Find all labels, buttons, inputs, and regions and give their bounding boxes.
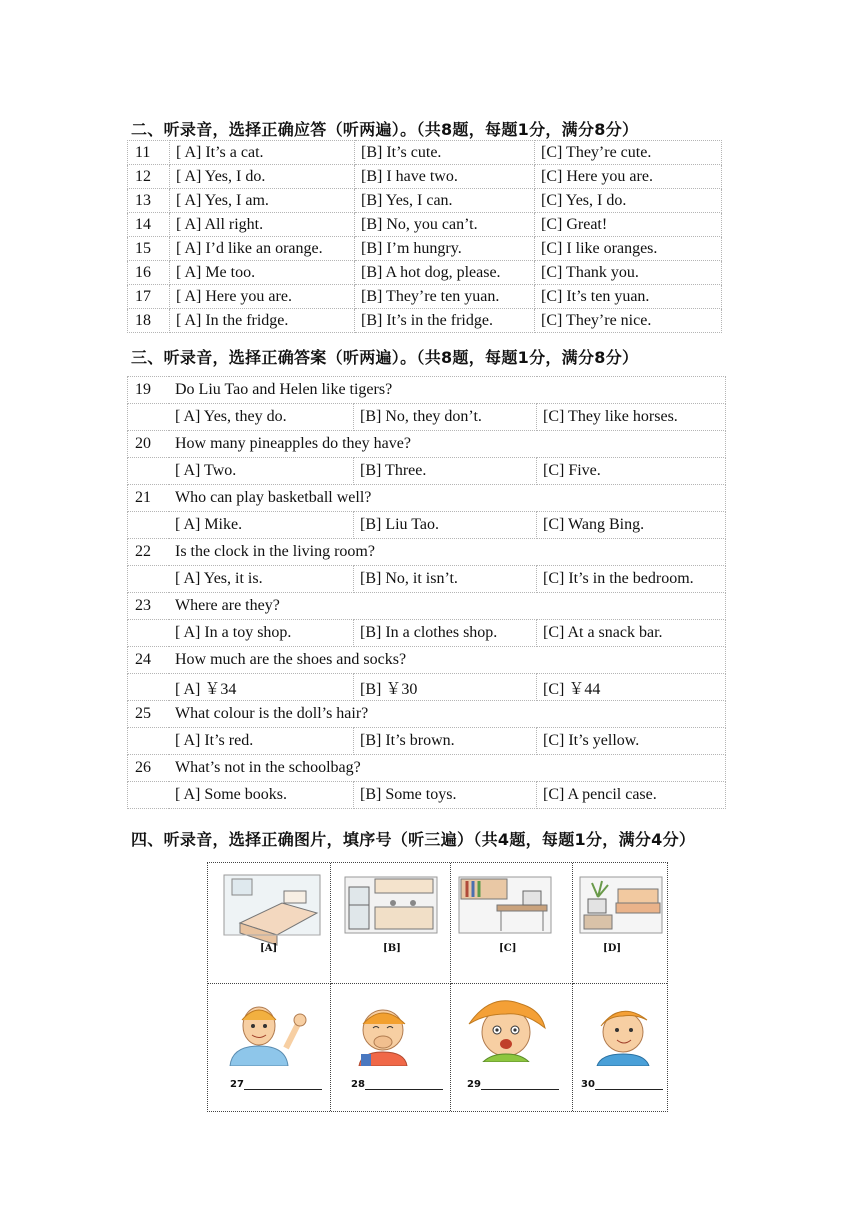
question-number: 12 bbox=[128, 165, 170, 189]
boy-smiling-picture bbox=[581, 1002, 661, 1066]
section4-heading: 四、听录音，选择正确图片，填序号（听三遍）（共4题，每题1分，满分4分） bbox=[131, 830, 696, 849]
picture-cell-c bbox=[451, 863, 573, 984]
answer-number-27: 27 bbox=[230, 1079, 244, 1090]
answer-blank-29[interactable] bbox=[467, 1079, 559, 1090]
spacer-cell bbox=[128, 620, 170, 647]
option-a: [ A] Me too. bbox=[170, 261, 355, 285]
option-a: [ A] Yes, I do. bbox=[170, 165, 355, 189]
section3-question-row bbox=[128, 647, 726, 674]
section2-heading: 二、听录音，选择正确应答（听两遍）。（共8题，每题1分，满分8分） bbox=[131, 120, 639, 139]
option-c: [C] It’s in the bedroom. bbox=[537, 566, 726, 593]
picture-label-c: [C] bbox=[499, 943, 517, 954]
section3-options-row bbox=[128, 404, 726, 431]
option-b: [B] Yes, I can. bbox=[355, 189, 535, 213]
option-c: [C] It’s ten yuan. bbox=[535, 285, 722, 309]
living-room-picture bbox=[578, 875, 668, 937]
section3-options-row bbox=[128, 728, 726, 755]
kitchen-picture bbox=[343, 875, 443, 937]
spacer-cell bbox=[128, 512, 170, 539]
option-c: [C] ￥44 bbox=[537, 674, 726, 701]
option-b: [B] I have two. bbox=[355, 165, 535, 189]
option-a: [ A] All right. bbox=[170, 213, 355, 237]
section3-question-row bbox=[128, 377, 726, 404]
question-number: 24 bbox=[128, 647, 170, 674]
option-c: [C] Yes, I do. bbox=[535, 189, 722, 213]
option-b: [B] I’m hungry. bbox=[355, 237, 535, 261]
option-b: [B] Liu Tao. bbox=[354, 512, 537, 539]
section2-row bbox=[128, 237, 722, 261]
question-number: 18 bbox=[128, 309, 170, 333]
section3-question-row bbox=[128, 593, 726, 620]
option-a: [ A] Two. bbox=[169, 458, 354, 485]
option-c: [C] They’re cute. bbox=[535, 141, 722, 165]
option-b: [B] In a clothes shop. bbox=[354, 620, 537, 647]
answer-cell-29 bbox=[451, 984, 573, 1111]
option-c: [C] They like horses. bbox=[537, 404, 726, 431]
answer-cell-27 bbox=[208, 984, 331, 1111]
option-c: [C] They’re nice. bbox=[535, 309, 722, 333]
answer-number-30: 30 bbox=[581, 1079, 595, 1090]
question-number: 19 bbox=[128, 377, 170, 404]
option-b: [B] No, you can’t. bbox=[355, 213, 535, 237]
option-a: [ A] I’d like an orange. bbox=[170, 237, 355, 261]
section3-heading: 三、听录音，选择正确答案（听两遍）。（共8题，每题1分，满分8分） bbox=[131, 348, 639, 367]
bedroom-picture bbox=[222, 873, 342, 953]
spacer-cell bbox=[128, 728, 170, 755]
spacer-cell bbox=[128, 566, 170, 593]
option-c: [C] Wang Bing. bbox=[537, 512, 726, 539]
picture-label-d: [D] bbox=[603, 943, 622, 954]
option-b: [B] It’s in the fridge. bbox=[355, 309, 535, 333]
section3-options-row bbox=[128, 512, 726, 539]
answer-blank-27[interactable] bbox=[230, 1079, 322, 1090]
section3-question-row bbox=[128, 755, 726, 782]
option-a: [ A] In a toy shop. bbox=[169, 620, 354, 647]
option-b: [B] Three. bbox=[354, 458, 537, 485]
question-text: Where are they? bbox=[169, 593, 726, 620]
boy-waving-picture bbox=[224, 1002, 314, 1066]
spacer-cell bbox=[128, 458, 170, 485]
option-a: [ A] It’s red. bbox=[169, 728, 354, 755]
section2-row bbox=[128, 189, 722, 213]
question-text: What colour is the doll’s hair? bbox=[169, 701, 726, 728]
question-text: What’s not in the schoolbag? bbox=[169, 755, 726, 782]
spacer-cell bbox=[128, 674, 170, 701]
question-number: 15 bbox=[128, 237, 170, 261]
option-a: [ A] Mike. bbox=[169, 512, 354, 539]
answer-blank-30[interactable] bbox=[581, 1079, 663, 1090]
boy-surprised-picture bbox=[461, 998, 551, 1062]
section3-table bbox=[127, 376, 726, 809]
option-a: [ A] Some books. bbox=[169, 782, 354, 809]
option-c: [C] A pencil case. bbox=[537, 782, 726, 809]
question-number: 23 bbox=[128, 593, 170, 620]
question-number: 11 bbox=[128, 141, 170, 165]
section3-question-row bbox=[128, 485, 726, 512]
section3-options-row bbox=[128, 566, 726, 593]
picture-cell-d bbox=[573, 863, 667, 984]
option-c: [C] At a snack bar. bbox=[537, 620, 726, 647]
option-b: [B] No, they don’t. bbox=[354, 404, 537, 431]
option-b: [B] A hot dog, please. bbox=[355, 261, 535, 285]
section2-row bbox=[128, 285, 722, 309]
question-text: Who can play basketball well? bbox=[169, 485, 726, 512]
spacer-cell bbox=[128, 782, 170, 809]
section3-options-row bbox=[128, 782, 726, 809]
option-a: [ A] ￥34 bbox=[169, 674, 354, 701]
study-picture bbox=[457, 875, 557, 937]
option-c: [C] Five. bbox=[537, 458, 726, 485]
section3-options-row bbox=[128, 620, 726, 647]
question-number: 25 bbox=[128, 701, 170, 728]
question-text: Is the clock in the living room? bbox=[169, 539, 726, 566]
option-c: [C] Great! bbox=[535, 213, 722, 237]
section2-row bbox=[128, 141, 722, 165]
question-number: 14 bbox=[128, 213, 170, 237]
option-a: [ A] Yes, they do. bbox=[169, 404, 354, 431]
option-b: [B] It’s brown. bbox=[354, 728, 537, 755]
question-number: 16 bbox=[128, 261, 170, 285]
question-number: 17 bbox=[128, 285, 170, 309]
section2-row bbox=[128, 165, 722, 189]
option-a: [ A] In the fridge. bbox=[170, 309, 355, 333]
question-number: 22 bbox=[128, 539, 170, 566]
answer-cell-30 bbox=[573, 984, 667, 1111]
option-b: [B] Some toys. bbox=[354, 782, 537, 809]
section2-row bbox=[128, 261, 722, 285]
picture-label-a: [A] bbox=[260, 943, 278, 954]
question-number: 13 bbox=[128, 189, 170, 213]
option-a: [ A] Here you are. bbox=[170, 285, 355, 309]
question-text: How much are the shoes and socks? bbox=[169, 647, 726, 674]
question-text: Do Liu Tao and Helen like tigers? bbox=[169, 377, 726, 404]
question-number: 21 bbox=[128, 485, 170, 512]
section3-question-row bbox=[128, 431, 726, 458]
section2-table bbox=[127, 140, 722, 333]
section2-row bbox=[128, 309, 722, 333]
option-c: [C] Thank you. bbox=[535, 261, 722, 285]
picture-cell-a bbox=[208, 863, 331, 984]
section3-options-row bbox=[128, 458, 726, 485]
section3-question-row bbox=[128, 539, 726, 566]
section3-question-row bbox=[128, 701, 726, 728]
option-b: [B] No, it isn’t. bbox=[354, 566, 537, 593]
picture-grid bbox=[207, 862, 668, 1112]
section3-options-row bbox=[128, 674, 726, 701]
option-b: [B] It’s cute. bbox=[355, 141, 535, 165]
question-number: 26 bbox=[128, 755, 170, 782]
option-a: [ A] Yes, it is. bbox=[169, 566, 354, 593]
picture-cell-b bbox=[331, 863, 451, 984]
option-a: [ A] Yes, I am. bbox=[170, 189, 355, 213]
option-a: [ A] It’s a cat. bbox=[170, 141, 355, 165]
answer-number-28: 28 bbox=[351, 1079, 365, 1090]
answer-blank-28[interactable] bbox=[351, 1079, 443, 1090]
spacer-cell bbox=[128, 404, 170, 431]
section2-row bbox=[128, 213, 722, 237]
option-b: [B] They’re ten yuan. bbox=[355, 285, 535, 309]
question-text: How many pineapples do they have? bbox=[169, 431, 726, 458]
option-c: [C] It’s yellow. bbox=[537, 728, 726, 755]
option-b: [B] ￥30 bbox=[354, 674, 537, 701]
picture-label-b: [B] bbox=[383, 943, 401, 954]
answer-number-29: 29 bbox=[467, 1079, 481, 1090]
answer-cell-28 bbox=[331, 984, 451, 1111]
option-c: [C] I like oranges. bbox=[535, 237, 722, 261]
question-number: 20 bbox=[128, 431, 170, 458]
boy-covering-mouth-picture bbox=[351, 1002, 421, 1066]
option-c: [C] Here you are. bbox=[535, 165, 722, 189]
